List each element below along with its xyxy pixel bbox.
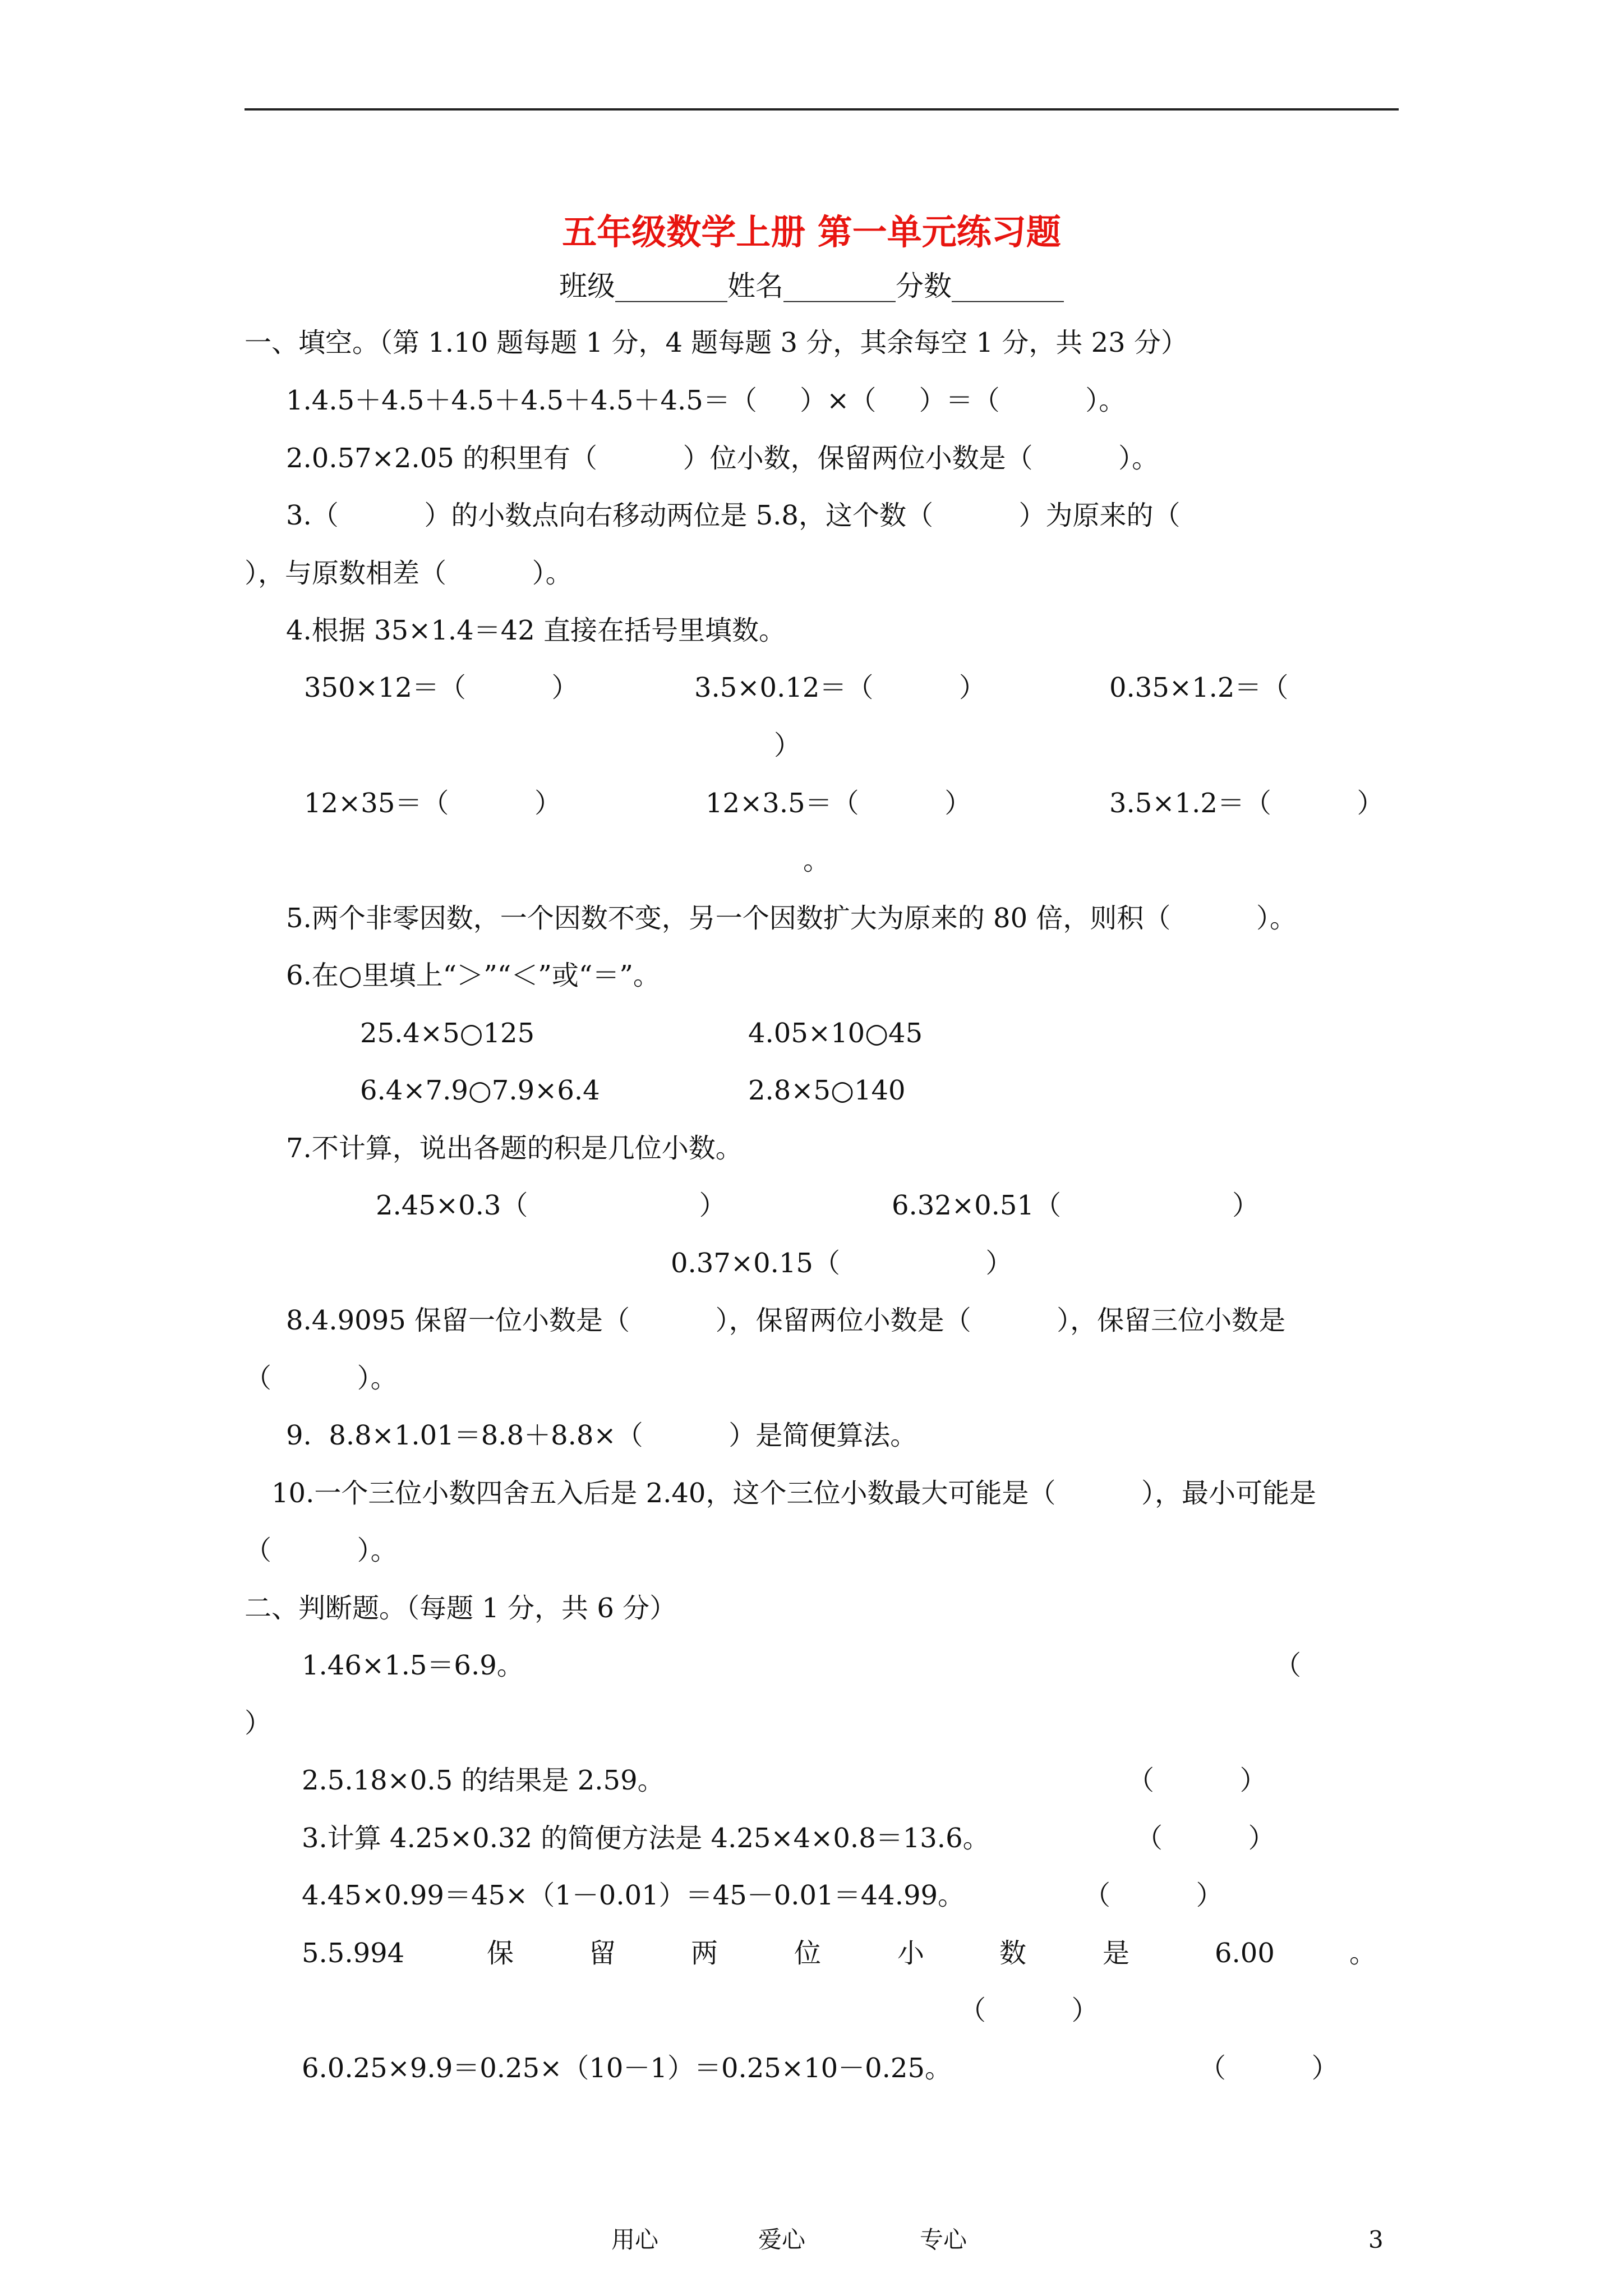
footer-text-1: 用心: [611, 2226, 659, 2253]
s1-q4-item-f: 3.5×1.2＝（ ）: [1109, 788, 1384, 819]
s1-question-8-line2: （ ）。: [245, 1363, 398, 1394]
section2-heading: 二、判断题。（每题 1 分，共 6 分）: [245, 1593, 677, 1624]
s2-question-4: 4.45×0.99＝45×（1－0.01）＝45－0.01＝44.99。: [302, 1880, 965, 1911]
s1-question-2: 2.0.57×2.05 的积里有（ ）位小数，保留两位小数是（ ）。: [286, 443, 1159, 474]
s1-question-4: 4.根据 35×1.4＝42 直接在括号里填数。: [286, 615, 786, 646]
s1-question-3-line1: 3.（ ）的小数点向右移动两位是 5.8，这个数（ ）为原来的（: [286, 500, 1181, 531]
s1-q7-item-c: 0.37×0.15（ ）: [671, 1248, 1013, 1279]
s2-q5-word: 。: [1349, 1938, 1377, 1969]
s2-q5-word: 两: [691, 1938, 718, 1969]
s1-q7-item-a: 2.45×0.3（ ）: [376, 1190, 726, 1221]
s2-q2-answer-paren: （ ）: [1127, 1765, 1267, 1796]
s1-q4-item-a: 350×12＝（ ）: [304, 672, 579, 703]
page-number: 3: [1368, 2226, 1384, 2253]
section1-heading: 一、填空。（第 1.10 题每题 1 分，4 题每题 3 分，其余每空 1 分，共 23 分）: [245, 327, 1188, 358]
s2-q5-word: 位: [794, 1938, 822, 1969]
s2-q5-word: 是: [1103, 1938, 1130, 1969]
s1-q4-item-f-end: 。: [803, 845, 831, 876]
s1-q6-item-b: 4.05×10○45: [748, 1018, 923, 1049]
s1-question-6: 6.在○里填上“＞”“＜”或“＝”。: [286, 960, 660, 991]
s1-question-5: 5.两个非零因数，一个因数不变，另一个因数扩大为原来的 80 倍，则积（ ）。: [286, 903, 1297, 934]
s1-q6-item-d: 2.8×5○140: [748, 1075, 906, 1106]
s2-question-3: 3.计算 4.25×0.32 的简便方法是 4.25×4×0.8＝13.6。: [302, 1823, 990, 1854]
s1-q6-item-a: 25.4×5○125: [360, 1018, 535, 1049]
s1-q4-item-c-close: ）: [774, 730, 801, 761]
s1-q4-item-d: 12×35＝（ ）: [304, 788, 561, 819]
s2-q5-word: 6.00: [1215, 1938, 1275, 1969]
s1-q4-item-e: 12×3.5＝（ ）: [706, 788, 972, 819]
s2-q5-word: 留: [589, 1938, 616, 1969]
s2-q1-close-paren: ）: [245, 1708, 272, 1739]
page-title: 五年级数学上册 第一单元练习题: [562, 211, 1061, 252]
s1-question-8-line1: 8.4.9095 保留一位小数是（ ），保留两位小数是（ ），保留三位小数是: [286, 1305, 1286, 1336]
s2-question-2: 2.5.18×0.5 的结果是 2.59。: [302, 1765, 665, 1796]
s2-q4-answer-paren: （ ）: [1083, 1880, 1223, 1911]
s1-q4-item-b: 3.5×0.12＝（ ）: [694, 672, 986, 703]
s2-q5-answer-paren: （ ）: [959, 1995, 1099, 2026]
top-rule: [245, 108, 1399, 111]
footer-text-2: 爱心: [758, 2226, 806, 2253]
s1-question-9: 9. 8.8×1.01＝8.8＋8.8×（ ）是简便算法。: [286, 1420, 917, 1451]
footer-text-3: 专心: [920, 2226, 967, 2253]
s1-question-10-line2: （ ）。: [245, 1535, 398, 1566]
s2-q5-word: 5.5.994: [302, 1938, 405, 1969]
s2-q3-answer-paren: （ ）: [1136, 1823, 1275, 1854]
s2-q5-word: 保: [487, 1938, 514, 1969]
s2-q5-word: 数: [999, 1938, 1027, 1969]
s2-q6-answer-paren: （ ）: [1199, 2053, 1339, 2084]
student-info-line: 班级________姓名________分数________: [559, 270, 1064, 302]
s1-q7-item-b: 6.32×0.51（ ）: [892, 1190, 1260, 1221]
s1-q6-item-c: 6.4×7.9○7.9×6.4: [360, 1075, 600, 1106]
s2-question-1: 1.46×1.5＝6.9。: [302, 1650, 524, 1681]
s2-question-6: 6.0.25×9.9＝0.25×（10－1）＝0.25×10－0.25。: [302, 2053, 952, 2084]
s1-question-3-line2: ），与原数相差（ ）。: [245, 558, 573, 589]
s1-question-7: 7.不计算，说出各题的积是几位小数。: [286, 1133, 743, 1164]
s1-question-1: 1.4.5＋4.5＋4.5＋4.5＋4.5＋4.5＝（ ）×（ ）＝（ ）。: [286, 385, 1126, 416]
s2-q5-word: 小: [897, 1938, 925, 1969]
s1-q4-item-c: 0.35×1.2＝（: [1109, 672, 1289, 703]
s1-question-10-line1: 10.一个三位小数四舍五入后是 2.40，这个三位小数最大可能是（ ），最小可能是: [271, 1478, 1317, 1509]
s2-q1-open-paren: （: [1274, 1650, 1302, 1681]
